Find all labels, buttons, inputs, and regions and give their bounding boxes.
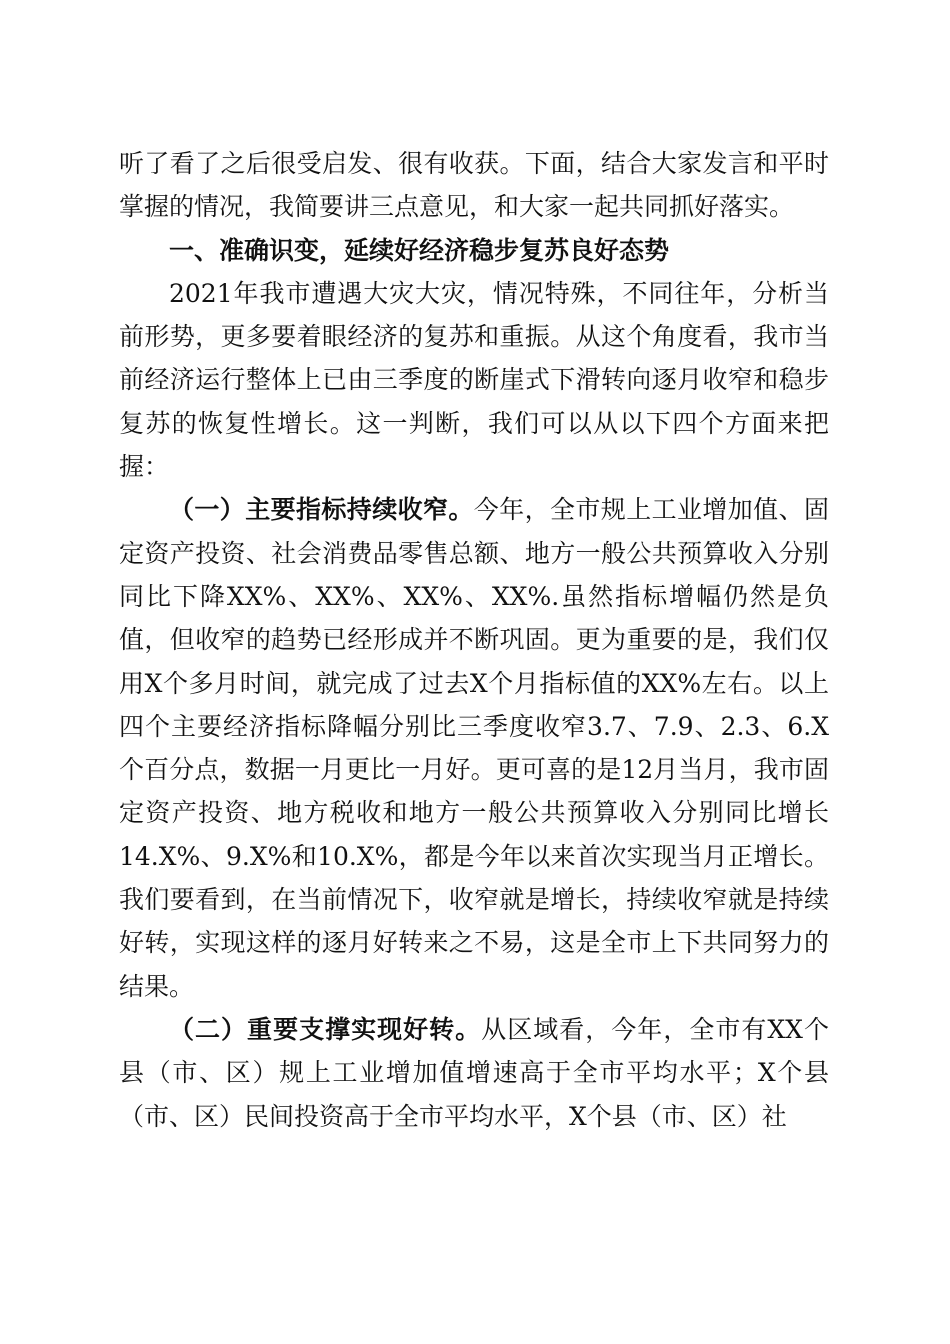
paragraph-indicators-body: 今年，全市规上工业增加值、固定资产投资、社会消费品零售总额、地方一般公共预算收入分别同比下降XX%、XX%、XX%、XX%.虽然指标增幅仍然是负值，但收窄的趋势已经形成并不断巩固。更为重要的是，我们仅用X个多月时间，就完成了过去X个月指标值的XX%左右。以上四个主要经济指标降幅分别比三季度收窄3.7、7.9、2.3、6.X个百分点，数据一月更比一月好。更可喜的是12月当月，我市固定资产投资、地方税收和地方一般公共预算收入分别同比增长14.X%、9.X%和10.X%，都是今年以来首次实现当月正增长。我们要看到，在当前情况下，收窄就是增长，持续收窄就是持续好转，实现这样的逐月好转来之不易，这是全市上下共同努力的结果。 (119, 495, 829, 1001)
paragraph-indicators (119, 488, 829, 1008)
paragraph-continuation: 听了看了之后很受启发、很有收获。下面，结合大家发言和平时掌握的情况，我简要讲三点意见，和大家一起共同抓好落实。 (119, 149, 829, 222)
subheading-support: （二）重要支撑实现好转。 (169, 1014, 482, 1044)
subheading-indicators: （一）主要指标持续收窄。 (169, 495, 474, 525)
paragraph-support (119, 1008, 829, 1138)
document-body (119, 142, 829, 1138)
paragraph-overview: 2021年我市遭遇大灾大灾，情况特殊，不同往年，分析当前形势，更多要着眼经济的复苏和重振。从这个角度看，我市当前经济运行整体上已由三季度的断崖式下滑转向逐月收窄和稳步复苏的恢复性增长。这一判断，我们可以从以下四个方面来把握： (119, 278, 829, 482)
section-heading: 一、准确识变，延续好经济稳步复苏良好态势 (169, 235, 670, 265)
paragraph-support-body: 从区域看，今年，全市有XX个县（市、区）规上工业增加值增速高于全市平均水平；X个县（市、区）民间投资高于全市平均水平，X个县（市、区）社 (119, 1014, 829, 1131)
